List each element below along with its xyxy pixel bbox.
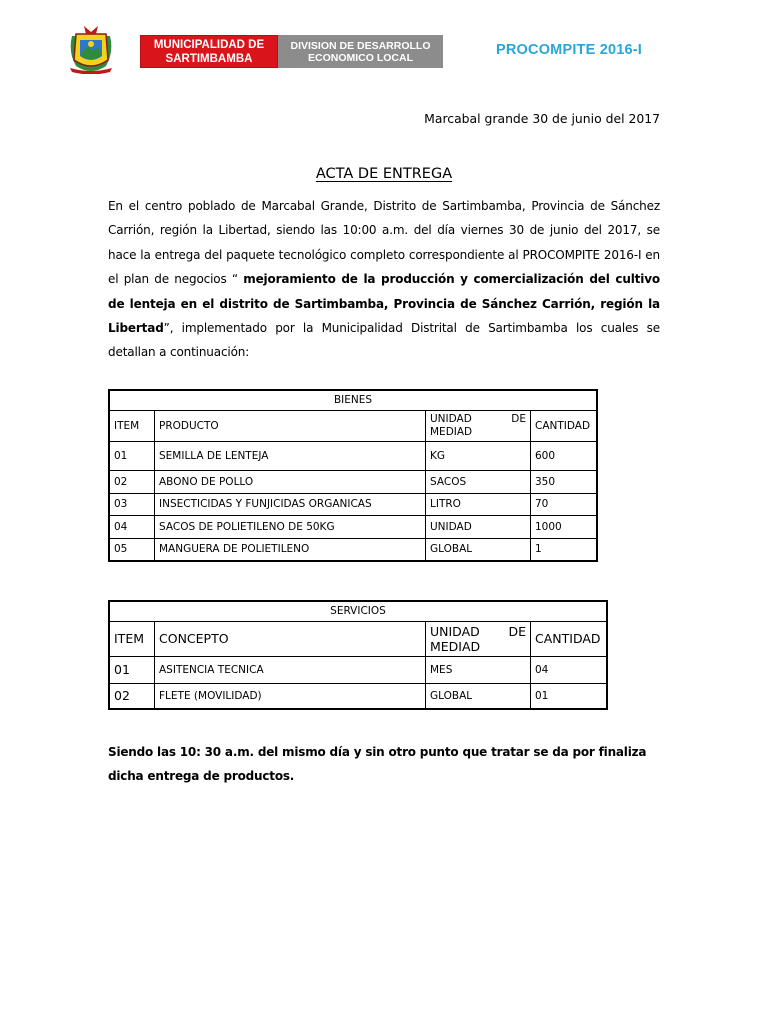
program-label: PROCOMPITE 2016-I — [496, 42, 643, 58]
bienes-header-item: ITEM — [109, 410, 155, 441]
servicios-header-concepto: CONCEPTO — [155, 621, 426, 656]
servicios-header-um-b: DE — [508, 623, 526, 639]
bienes-producto: INSECTICIDAS Y FUNJICIDAS ORGANICAS — [155, 493, 426, 515]
table-row — [109, 493, 597, 515]
bienes-cantidad: 600 — [531, 441, 598, 470]
bienes-producto: SEMILLA DE LENTEJA — [155, 441, 426, 470]
bienes-producto: ABONO DE POLLO — [155, 470, 426, 493]
table-row — [109, 538, 597, 561]
bienes-cantidad: 1 — [531, 538, 598, 561]
bienes-unidad: UNIDAD — [426, 515, 531, 538]
bienes-cantidad: 350 — [531, 470, 598, 493]
bienes-title: BIENES — [109, 390, 597, 410]
bienes-item: 02 — [109, 470, 155, 493]
servicios-concepto: ASITENCIA TECNICA — [155, 656, 426, 683]
intro-bold: mejoramiento de la producción y comercialización del cultivo de lenteja en el distrito de Sartimbamba, Provincia de Sánchez Carrión, región la Libertad — [108, 272, 660, 336]
intro-part1: En el centro poblado de Marcabal Grande, Distrito de Sartimbamba, Provincia de Sánchez Carrión, región la Libertad, siendo las 10:00 a.m. del día viernes 30 de junio del 2017, se hace la entrega del paquete tecnológico completo correspondiente al PROCOMPITE 2016-I en el plan de negocios “ — [108, 199, 660, 287]
bienes-header-um-c: MEDIAD — [430, 425, 473, 438]
bienes-item: 04 — [109, 515, 155, 538]
bienes-item: 03 — [109, 493, 155, 515]
bienes-header-unidad — [426, 410, 531, 441]
division-line2: ECONOMICO LOCAL — [308, 51, 413, 64]
bienes-header-um-a: UNIDAD — [430, 412, 472, 425]
closing-paragraph: Siendo las 10: 30 a.m. del mismo día y sin otro punto que tratar se da por finaliza dicha entrega de productos. — [108, 745, 647, 784]
servicios-header-unidad — [426, 621, 531, 656]
bienes-unidad: SACOS — [426, 470, 531, 493]
municipal-crest-icon — [66, 22, 116, 74]
intro-paragraph — [108, 194, 660, 365]
table-row — [109, 683, 607, 709]
table-row — [109, 441, 597, 470]
bienes-item: 05 — [109, 538, 155, 561]
bienes-header-um-b: DE — [511, 412, 526, 425]
intro-part2: ”, implementado por la Municipalidad Distrital de Sartimbamba los cuales se detallan a continuación: — [108, 321, 660, 360]
servicios-unidad: GLOBAL — [426, 683, 531, 709]
servicios-cantidad: 01 — [531, 683, 608, 709]
table-row — [109, 470, 597, 493]
table-row — [109, 656, 607, 683]
municipality-line2: SARTIMBAMBA — [165, 52, 253, 65]
servicios-concepto: FLETE (MOVILIDAD) — [155, 683, 426, 709]
bienes-header-cantidad: CANTIDAD — [531, 410, 598, 441]
bienes-unidad: KG — [426, 441, 531, 470]
servicios-header-cantidad: CANTIDAD — [531, 621, 608, 656]
bienes-header-producto: PRODUCTO — [155, 410, 426, 441]
municipality-line1: MUNICIPALIDAD DE — [153, 38, 265, 51]
division-banner — [278, 35, 443, 68]
table-row — [109, 515, 597, 538]
servicios-cantidad: 04 — [531, 656, 608, 683]
servicios-header-um-a: UNIDAD — [430, 623, 480, 639]
bienes-unidad: GLOBAL — [426, 538, 531, 561]
division-line1: DIVISION DE DESARROLLO — [290, 39, 431, 52]
servicios-header-um-c: MEDIAD — [430, 638, 481, 654]
bienes-item: 01 — [109, 441, 155, 470]
servicios-title: SERVICIOS — [109, 601, 607, 621]
servicios-item: 02 — [109, 683, 155, 709]
bienes-cantidad: 70 — [531, 493, 598, 515]
document-title: ACTA DE ENTREGA — [315, 166, 453, 182]
bienes-unidad: LITRO — [426, 493, 531, 515]
servicios-item: 01 — [109, 656, 155, 683]
bienes-producto: MANGUERA DE POLIETILENO — [155, 538, 426, 561]
bienes-table — [108, 389, 598, 562]
servicios-table — [108, 600, 608, 710]
bienes-cantidad: 1000 — [531, 515, 598, 538]
date-line: Marcabal grande 30 de junio del 2017 — [424, 111, 660, 126]
municipality-banner — [140, 35, 278, 68]
bienes-producto: SACOS DE POLIETILENO DE 50KG — [155, 515, 426, 538]
servicios-unidad: MES — [426, 656, 531, 683]
servicios-header-item: ITEM — [109, 621, 155, 656]
